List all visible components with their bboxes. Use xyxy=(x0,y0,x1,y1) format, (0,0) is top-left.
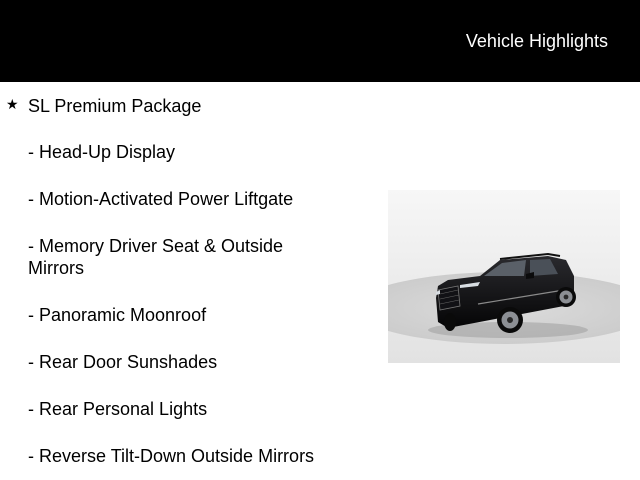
feature-item-moonroof: - Panoramic Moonroof xyxy=(28,305,207,325)
feature-item-personal-lights: - Rear Personal Lights xyxy=(28,399,208,419)
page-title: Vehicle Highlights xyxy=(465,31,608,51)
package-heading xyxy=(0,94,360,118)
vehicle-photo xyxy=(388,190,620,363)
black-suv-photo xyxy=(388,190,620,363)
feature-item-tilt-down-mirrors: - Reverse Tilt-Down Outside Mirrors xyxy=(28,446,315,466)
feature-list xyxy=(0,94,360,480)
package-label: SL Premium Package xyxy=(28,96,202,116)
feature-item-sunshades: - Rear Door Sunshades xyxy=(28,352,218,372)
feature-item-memory-seat: - Memory Driver Seat & Outside Mirrors xyxy=(28,236,284,278)
feature-item-head-up-display: - Head-Up Display xyxy=(28,142,176,162)
feature-item-power-liftgate: - Motion-Activated Power Liftgate xyxy=(28,189,294,209)
star-icon: ★ xyxy=(6,96,19,112)
header-bar xyxy=(0,0,640,82)
